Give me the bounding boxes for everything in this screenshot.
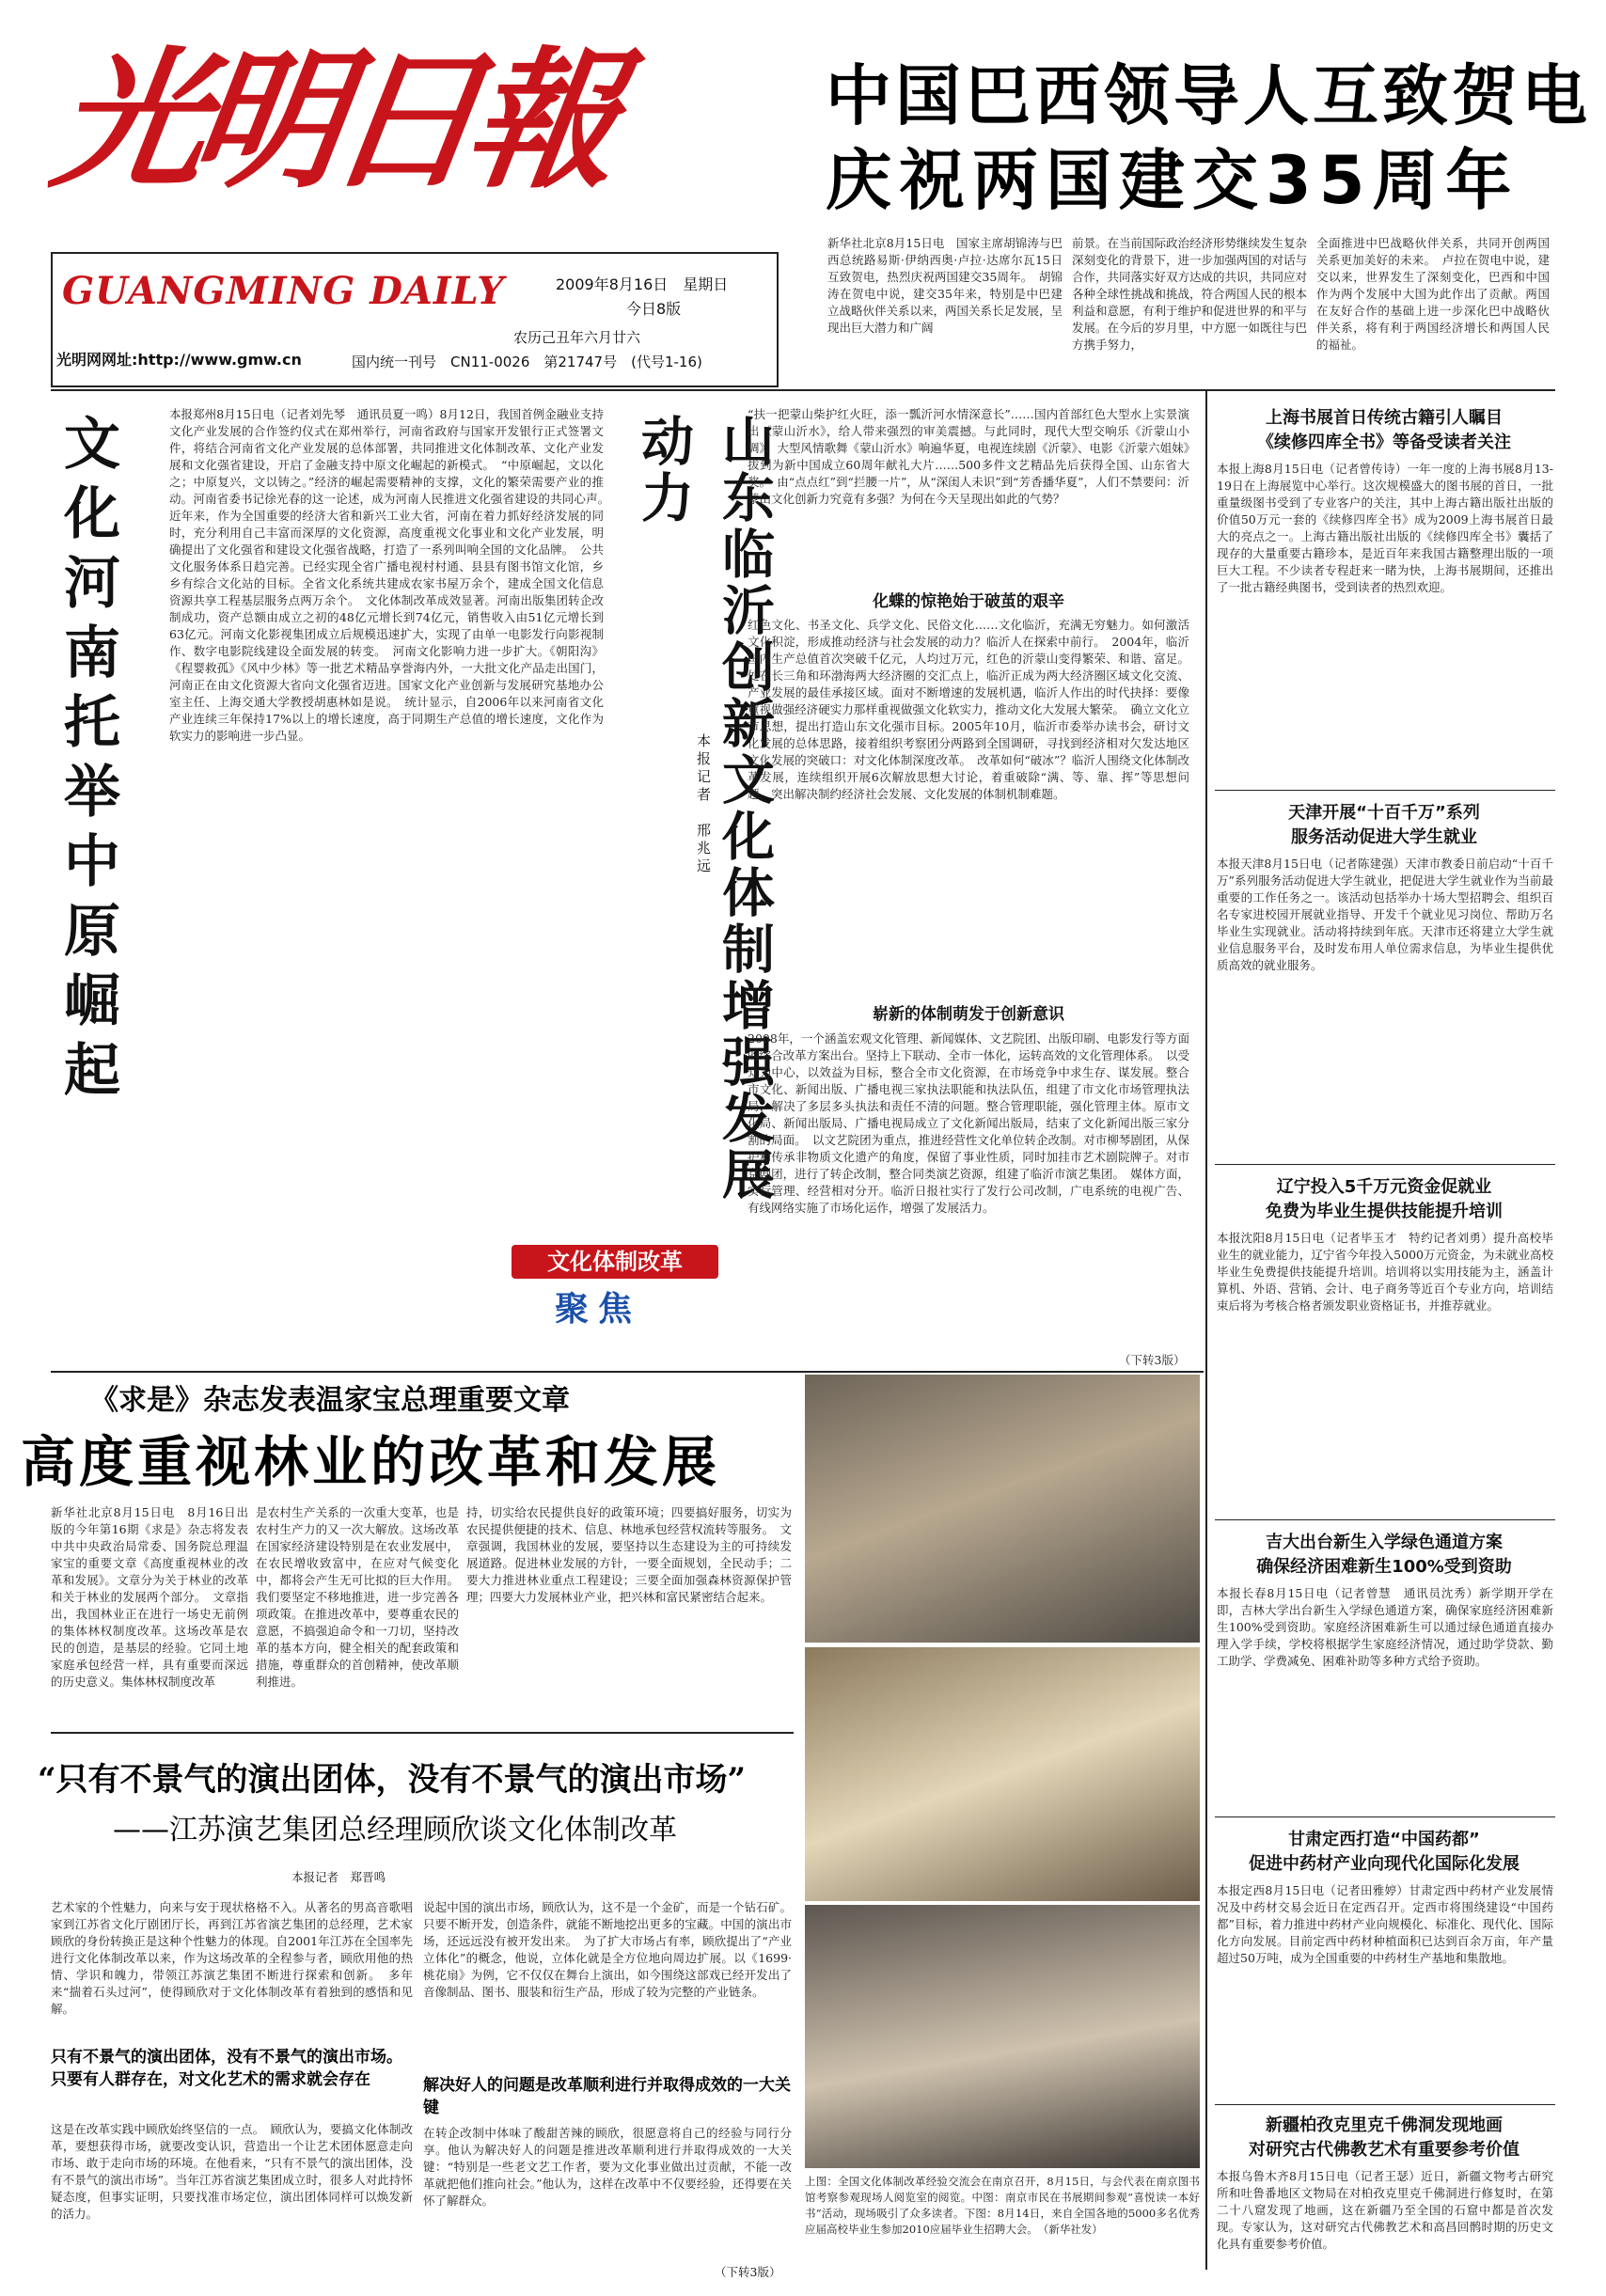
- photo-reading-room: [805, 1375, 1200, 1643]
- jiangsu-subhead-1: 只有不景气的演出团体，没有不景气的演出市场。只要有人群存在，对文化艺术的需求就会存在: [51, 2048, 402, 2089]
- right-s1-title2: 《续修四库全书》等备受读者关注: [1257, 432, 1511, 452]
- divider-top: [51, 389, 1555, 391]
- feature-stamp-label: 文化体制改革: [512, 1245, 718, 1279]
- feature-stamp: [498, 1239, 733, 1333]
- photo-job-fair: [805, 1905, 1200, 2168]
- henan-headline: 文化河南托举中原崛起: [55, 414, 120, 1109]
- right-s6-body: 本报乌鲁木齐8月15日电（记者王瑟）近日，新疆文物考古研究所和吐鲁番地区文物局在对柏孜克里克千佛洞进行修复时，在第二十八窟发现了地画，这在新疆乃至全国的石窟中都是首次发现。专家认为，这对研究古代佛教艺术和高昌回鹘时期的历史文化具有重要参考价值。: [1217, 2169, 1553, 2251]
- photo-caption: 上图：全国文化体制改革经验交流会在南京召开，8月15日，与会代表在南京图书馆考察参观现场人阅览室的阅览。中图：南京市民在书展期间参观“喜悦读一本好书”活动，现场吸引了众多读者。下图：8月14日，来自全国各地的5000多名优秀应届高校毕业生参加2010应届毕业生招聘大会。 （新华社发）: [805, 2175, 1200, 2236]
- lead-col-3: 全面推进中巴战略伙伴关系，共同开创两国关系更加美好的未来。 卢拉在贺电中说，建交以来，世界发生了深刻变化，巴西和中国作为两个发展中大国为此作出了贡献。两国在友好合作的基础上进一步深化巴中战略伙伴关系，将有利于两国经济增长和两国人民的福祉。: [1316, 236, 1550, 352]
- jiangsu-subheadline: ——江苏演艺集团总经理顾欣谈文化体制改革: [113, 1814, 677, 1847]
- jiangsu-col-1b: 这是在改革实践中顾欣始终坚信的一点。 顾欣认为，要搞文化体制改革，要想获得市场，就要改变认识，营造出一个让艺术团体愿意走向市场、敢于走向市场的环境。在他看来，“只有不景气的演出团体，没有不景气的演出市场”。当年江苏省演艺集团成立时，很多人对此持怀疑态度，但事实证明，只要找准市场定位，演出团体同样可以焕发新的活力。: [51, 2122, 413, 2221]
- shandong-headline: 山东临沂创新文化体制增强发展动力: [633, 414, 775, 1203]
- right-s6-title1: 新疆柏孜克里克千佛洞发现地画: [1266, 2115, 1503, 2135]
- right-s3-title1: 辽宁投入5千万元资金促就业: [1276, 1177, 1492, 1197]
- lead-headline-1: 中国巴西领导人互致贺电: [826, 57, 1591, 134]
- jiangsu-col-1a: 艺术家的个性魅力，向来与安于现状格格不入。从著名的男高音歌唱家到江苏省文化厅剧团厅长，再到江苏省演艺集团的总经理，艺术家顾欣的身份转换正是这种个性魅力的体现。自2001年江苏在全国率先进行文化体制改革以来，作为这场改革的全程参与者，顾欣用他的热情、学识和魄力，带领江苏演艺集团不断进行探索和创新。 多年来“揣着石头过河”，使得顾欣对于文化体制改革有着独到的感悟和见解。: [51, 1900, 413, 2016]
- feature-stamp-focus: 聚焦: [555, 1290, 642, 1329]
- issue-date: 2009年8月16日 星期日: [556, 275, 729, 293]
- shandong-subhead-2: 崭新的体制萌发于创新意识: [873, 1005, 1064, 1024]
- jiangsu-headline: “只有不景气的演出团体，没有不景气的演出市场”: [38, 1761, 747, 1799]
- jiangsu-col-2a: 说起中国的演出市场，顾欣认为，这不是一个金矿，而是一个钻石矿。只要不断开发，创造条件，就能不断地挖出更多的宝藏。中国的演出市场，还远远没有被开发出来。 为了扩大市场占有率，顾欣提出了“产业立体化”的概念，他说，立体化就是全方位地向周边扩展。以《1699·桃花扇》为例，它不仅仅在舞台上演出，如今围绕这部戏已经开发出了音像制品、图书、服装和衍生产品，形成了较为完整的产业链条。: [423, 1900, 792, 1999]
- jiangsu-subhead-2: 解决好人的问题是改革顺利进行并取得成效的一大关键: [423, 2076, 791, 2117]
- right-divider-3: [1215, 1519, 1555, 1520]
- photo-book-fair: [805, 1647, 1200, 1901]
- right-s1-body: 本报上海8月15日电（记者曾传诗）一年一度的上海书展8月13-19日在上海展览中心举行。这次规模盛大的图书展的首日，一批重量级图书受到了专业客户的关注，其中上海古籍出版社出版的价值50万元一套的《续修四库全书》成为2009上海书展首日最大的亮点之一。上海古籍出版社出版的《续修四库全书》囊括了现存的大量重要古籍珍本，是近百年来我国古籍整理出版的一项巨大工程。不少读者专程赶来一睹为快，上海书展期间，还推出了一批古籍经典图书，受到读者的热烈欢迎。: [1217, 462, 1553, 594]
- right-s5-title1: 甘肃定西打造“中国药都”: [1288, 1830, 1480, 1849]
- publication-number: 国内统一刊号 CN11-0026 第21747号 (代号1-16): [352, 354, 702, 370]
- right-divider-1: [1215, 790, 1555, 791]
- qiushi-col-1: 新华社北京8月15日电 8月16日出版的今年第16期《求是》杂志将发表中共中央政治局常委、国务院总理温家宝的重要文章《高度重视林业的改革和发展》。文章分为关于林业的改革和关于林业的发展两个部分。 文章指出，我国林业正在进行一场史无前例的集体林权制度改革。这场改革是农民的创造，是基层的经验。它同土地家庭承包经营一样，具有重要而深远的历史意义。集体林权制度改革: [51, 1505, 248, 1689]
- right-divider-2: [1215, 1164, 1555, 1165]
- qiushi-col-2: 是农村生产关系的一次重大变革，也是农村生产力的又一次大解放。这场改革在国家经济建设特别是在农业发展中，在农民增收致富中，在应对气候变化中，都将会产生无可比拟的巨大作用。我们要坚定不移地推进，进一步完善各项政策。在推进改革中，要尊重农民的意愿，不搞强迫命令和一刀切，坚持改革的基本方向，健全相关的配套政策和措施，尊重群众的首创精神，使改革顺利推进。: [256, 1505, 459, 1689]
- shandong-body-1: 红色文化、书圣文化、兵学文化、民俗文化……文化临沂，充满无穷魅力。如何激活文化积淀，形成推动经济与社会发展的动力？临沂人在探索中前行。 2004年，临沂国内生产总值首次突破千亿元，人均过万元，红色的沂蒙山变得繁荣、和谐、富足。处在长三角和环渤海两大经济圈的交汇点上，临沂正成为两大经济圈区域文化交流、产业发展的最佳承接区域。面对不断增速的发展机遇，临沂人作出的时代抉择：要像重视做强经济硬实力那样重视做强文化软实力，推动文化大发展大繁荣。 确立文化立市思想，提出打造山东文化强市目标。2005年10月，临沂市委举办读书会，研讨文化发展的总体思路，接着组织考察团分两路到全国调研，寻找到经济相对欠发达地区文化发展的突破口：对文化体制深度改革。 改革如何“破冰”？临沂人围绕文化体制改革发展，连续组织开展6次解放思想大讨论，着重破除“满、等、靠、挥”等思想问题，突出解决制约经济社会发展、文化发展的体制机制难题。: [748, 618, 1189, 801]
- right-s3-body: 本报沈阳8月15日电（记者毕玉才 特约记者刘勇）提升高校毕业生的就业能力，辽宁省今年投入5000万元资金，为未就业高校毕业生免费提供技能提升培训。培训将以实用技能为主，涵盖计算机、外语、营销、会计、电子商务等近百个专业方向，培训结束后将为考核合格者颁发职业资格证书，并推荐就业。: [1217, 1231, 1553, 1313]
- divider-vertical: [1205, 389, 1207, 2270]
- right-s5-body: 本报定西8月15日电（记者田雅婷）甘肃定西中药材产业发展情况及中药材交易会近日在定西召开。定西市将围绕建设“中国药都”目标，着力推进中药材产业向规模化、标准化、现代化、国际化方向发展。目前定西中药材种植面积已达到百余万亩，年产量超过50万吨，成为全国重要的中药材生产基地和集散地。: [1217, 1883, 1553, 1965]
- divider-middle: [51, 1371, 1204, 1373]
- jiangsu-byline: 本报记者 郑晋鸣: [291, 1870, 386, 1884]
- lead-headline-2: 庆祝两国建交35周年: [826, 142, 1519, 219]
- shandong-body-2: 2008年，一个涵盖宏观文化管理、新闻媒体、文艺院团、出版印刷、电影发行等方面的综合改革方案出台。坚持上下联动、全市一体化，运转高效的文化管理体系。 以受众为中心，以效益为目标，整合全市文化资源，在市场竞争中求生存、谋发展。整合市文化、新闻出版、广播电视三家执法职能和执法队伍，组建了市文化市场管理执法局，解决了多层多头执法和责任不清的问题。整合管理职能，强化管理主体。原市文化局、新闻出版局、广播电视局成立了文化新闻出版局，结束了文化新闻出版三家分割的局面。 以文艺院团为重点，推进经营性文化单位转企改制。对市柳琴剧团，从保护和传承非物质文化遗产的角度，保留了事业性质，同时加挂市艺术剧院牌子。对市京剧团，进行了转企改制，整合同类演艺资源，组建了临沂市演艺集团。 媒体方面，实行管理、经营相对分开。临沂日报社实行了发行公司改制，广电系统的电视广告、有线网络实施了市场化运作，增强了发展活力。: [748, 1031, 1189, 1215]
- jiangsu-continued: （下转3版）: [715, 2265, 781, 2279]
- qiushi-kicker: 《求是》杂志发表温家宝总理重要文章: [90, 1384, 570, 1417]
- jiangsu-col-2b: 在转企改制中体味了酸甜苦辣的顾欣，很愿意将自己的经验与同行分享。他认为解决好人的问题是推进改革顺利进行并取得成效的一大关键：“特别是一些老文艺工作者，要为文化事业做出过贡献，不能一改革就把他们推向社会。”他认为，这样在改革中不仅要经验，还得要在关怀了解群众。: [423, 2126, 792, 2208]
- masthead-logo: [43, 17, 619, 243]
- right-s2-title2: 服务活动促进大学生就业: [1291, 827, 1477, 847]
- henan-body: 本报郑州8月15日电（记者刘先琴 通讯员夏一鸣）8月12日，我国首例金融业支持文化产业发展的合作签约仪式在郑州举行，河南省政府与国家开发银行正式签署文件，将结合河南省文化产业发展的总体部署，共同推进文化体制改革、文化产业发展和文化强省建设，开启了金融支持中原文化崛起的新模式。 “中原崛起，文以化之；中原复兴，文以铸之。”经济的崛起需要精神的支撑，文化的繁荣需要产业的推动。河南省委书记徐光春的这一论述，成为河南人民推进文化强省建设的共同心声。 近年来，作为全国重要的经济大省和新兴工业大省，河南在着力抓好经济发展的同时，充分利用自己丰富而深厚的文化资源，高度重视文化事业和文化产业发展，明确提出了文化强省和建设文化强省战略，打造了一系列叫响全国的文化品牌。 公共文化服务体系日趋完善。已经实现全省广播电视村村通、县县有图书馆文化馆，乡乡有综合文化站的目标。全省文化系统共建成农家书屋万余个，建成全国文化信息资源共享工程基层服务点两万余个。 文化体制改革成效显著。河南出版集团转企改制成功，资产总额由成立之初的48亿元增长到74亿元，销售收入由51亿元增长到63亿元。河南文化影视集团成立后规模迅速扩大，实现了由单一电影发行向影视制作、数字电影院线建设全面发展的转变。 河南文化影响力进一步扩大。《朝阳沟》《程婴救孤》《风中少林》等一批艺术精品享誉海内外，一大批文化产品走出国门，河南正在由文化资源大省向文化强省迈进。国家文化产业创新与发展研究基地办公室主任、上海交通大学教授胡惠林如是说。 统计显示，自2006年以来河南省文化产业连续三年保持17%以上的增长速度，高于同期生产总值的增长速度，文化作为软实力的影响进一步凸显。: [169, 407, 616, 743]
- logo-calligraphy: 光明日報: [43, 32, 619, 209]
- right-s2-body: 本报天津8月15日电（记者陈建强）天津市教委日前启动“十百千万”系列服务活动促进大学生就业，把促进大学生就业作为当前最重要的工作任务之一。该活动包括举办十场大型招聘会、组织百名专家进校园开展就业指导、开发千个就业见习岗位、帮助万名毕业生实现就业。活动将持续到年底。天津市还将建立大学生就业信息服务平台，及时发布用人单位需求信息，为毕业生提供优质高效的就业服务。: [1217, 857, 1553, 972]
- right-divider-4: [1215, 1816, 1555, 1817]
- pages-today: 今日8版: [626, 300, 682, 318]
- qiushi-col-3: 持，切实给农民提供良好的政策环境；四要搞好服务，切实为农民提供便捷的技术、信息、林地承包经营权流转等服务。 文章强调，我国林业的发展，要坚持以生态建设为主的可持续发展道路。促进林业发展的方针，一要全面规划，全民动手；二要大力推进林业重点工程建设；三要全面加强森林资源保护管理；四要大力发展林业产业，把兴林和富民紧密结合起来。: [466, 1505, 792, 1604]
- right-s1-title1: 上海书展首日传统古籍引人瞩目: [1266, 408, 1503, 428]
- lead-col-2: 前景。在当前国际政治经济形势继续发生复杂深刻变化的背景下，进一步加强两国的对话与合作，共同落实好双方达成的共识，共同应对各种全球性挑战和挑战，符合两国人民的根本利益和意愿，有利于维护和促进世界的和平与发展。在今后的岁月里，中方愿一如既往与巴方携手努力，: [1072, 236, 1308, 352]
- shandong-subhead-1: 化蝶的惊艳始于破茧的艰辛: [873, 592, 1064, 611]
- shandong-continued: （下转3版）: [1119, 1353, 1186, 1367]
- right-s3-title2: 免费为毕业生提供技能提升培训: [1266, 1202, 1503, 1221]
- lunar-date: 农历己丑年六月廿六: [513, 329, 641, 346]
- right-s2-title1: 天津开展“十百千万”系列: [1288, 803, 1480, 823]
- english-name: GUANGMING DAILY: [62, 269, 505, 313]
- divider-qiushi: [51, 1732, 794, 1734]
- shandong-byline: 本报记者 邢兆远: [695, 733, 712, 876]
- qiushi-headline: 高度重视林业的改革和发展: [21, 1430, 721, 1494]
- website-url[interactable]: 光明网网址:http://www.gmw.cn: [56, 351, 302, 369]
- masthead-info-box: [51, 252, 779, 387]
- lead-col-1: 新华社北京8月15日电 国家主席胡锦涛与巴西总统路易斯·伊纳西奥·卢拉·达席尔瓦15日互致贺电，热烈庆祝两国建交35周年。 胡锦涛在贺电中说，建交35年来，特别是中巴建立战略伙伴关系以来，两国关系长足发展，呈现出巨大潜力和广阔: [827, 236, 1063, 335]
- shandong-intro: “扶一把蒙山柴护红火旺，添一瓢沂河水情深意长”……国内首部红色大型水上实景演出《蒙山沂水》，给人带来强烈的审美震撼。与此同时，现代大型交响乐《沂蒙山小调》、大型风情歌舞《蒙山沂水》响遍华夏，电视连续剧《沂蒙》、电影《沂蒙六姐妹》拔到为新中国成立60周年献礼大片……500多件文艺精品先后获得全国、山东省大奖。 由“点点红”到“拦腰一片”，从“深闺人未识”到“芳香播华夏”，人们不禁要问：沂蒙山文化创新力究竟有多强？为何在今天呈现出如此的气势？: [748, 407, 1189, 506]
- right-s6-title2: 对研究古代佛教艺术有重要参考价值: [1249, 2140, 1519, 2160]
- right-s4-body: 本报长春8月15日电（记者曾慧 通讯员沈秀）新学期开学在即，吉林大学出台新生入学绿色通道方案，确保家庭经济困难新生100%受到资助。家庭经济困难新生可以通过绿色通道直接办理入学手续，学校将根据学生家庭经济情况，通过助学贷款、勤工助学、学费减免、困难补助等多种方式给予资助。: [1217, 1586, 1553, 1668]
- right-s5-title2: 促进中药材产业向现代化国际化发展: [1249, 1854, 1519, 1874]
- right-s4-title2: 确保经济困难新生100%受到资助: [1256, 1557, 1512, 1577]
- right-divider-5: [1215, 2104, 1555, 2105]
- right-s4-title1: 吉大出台新生入学绿色通道方案: [1266, 1533, 1503, 1552]
